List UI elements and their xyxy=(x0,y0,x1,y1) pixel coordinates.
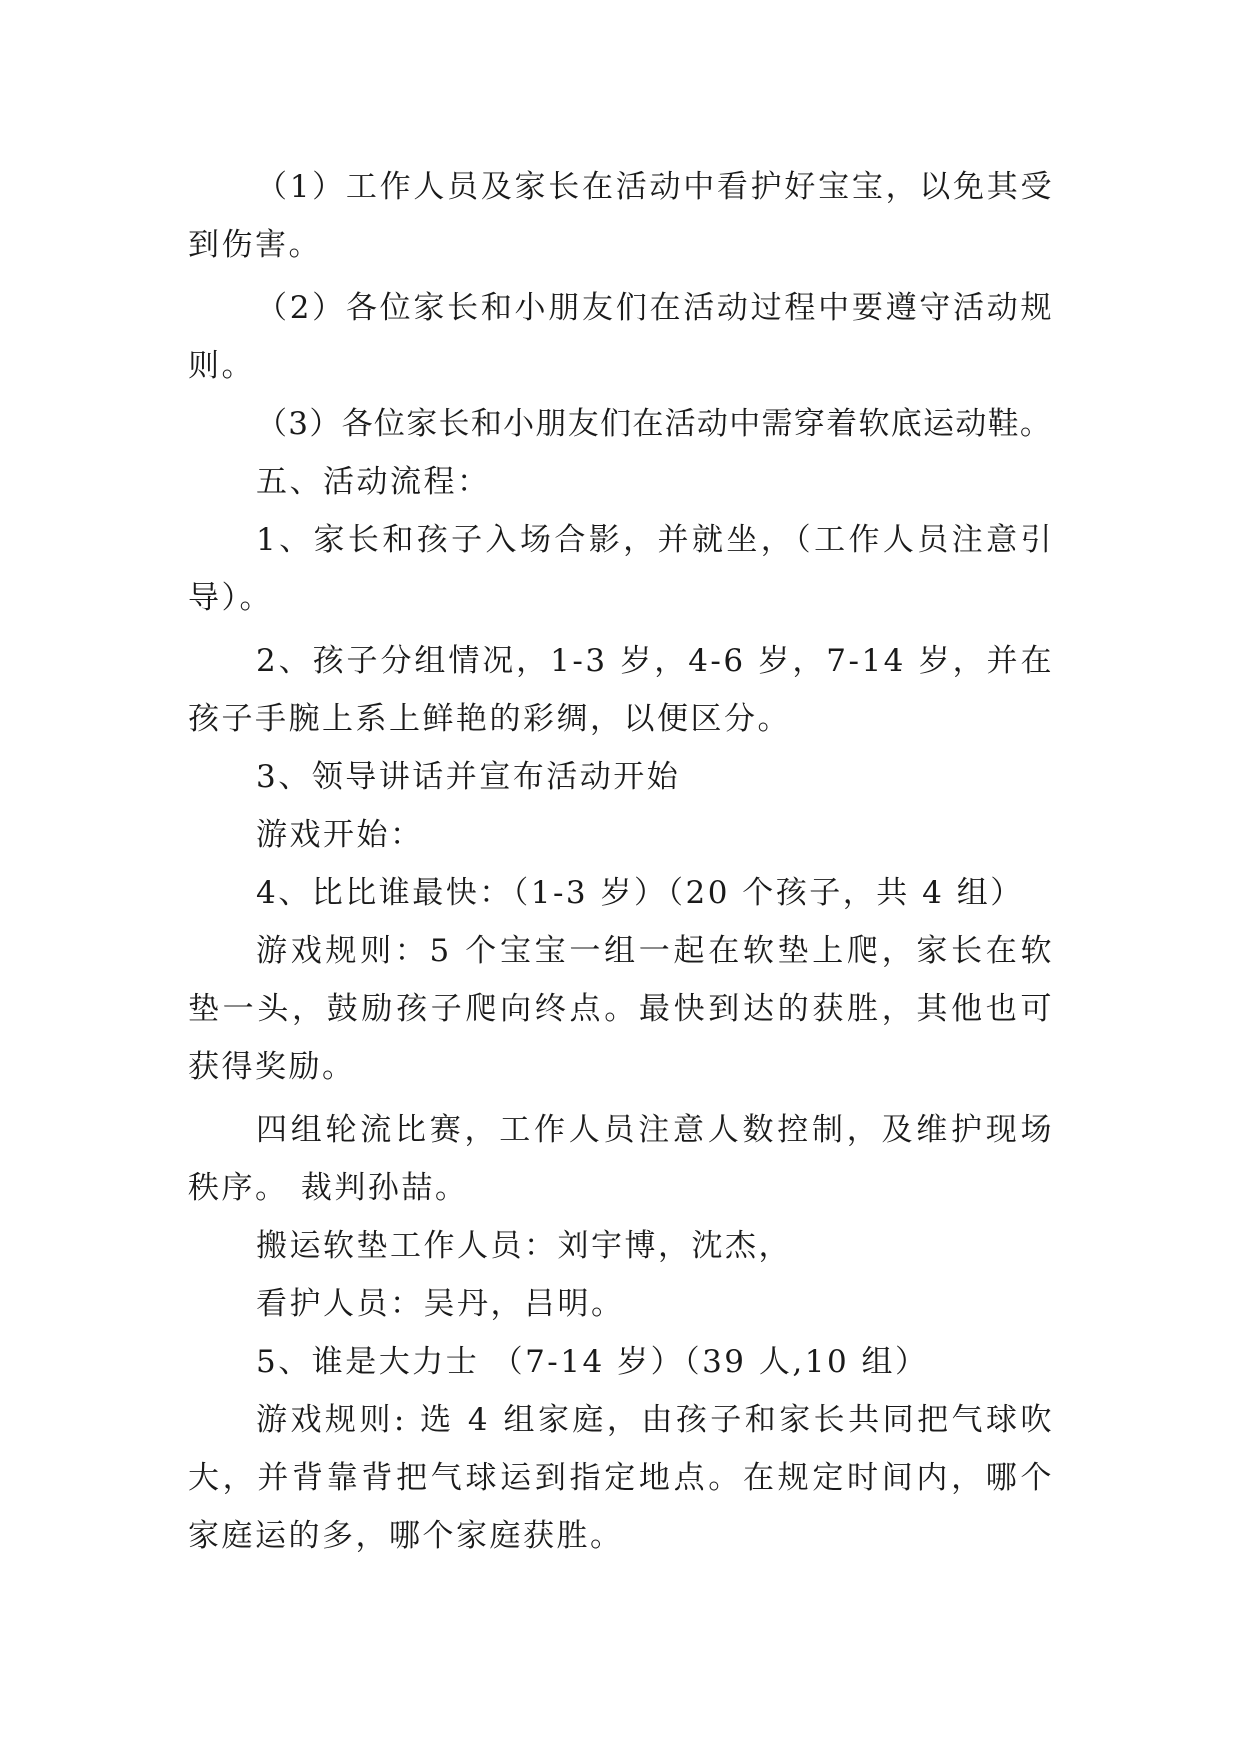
paragraph-game-4-rules: 游戏规则：5 个宝宝一组一起在软垫上爬，家长在软垫一头，鼓励孩子爬向终点。最快到达的获胜，其他也可获得奖励。 xyxy=(188,933,1054,1085)
paragraph-game-5-rules: 游戏规则: 选 4 组家庭，由孩子和家长共同把气球吹大，并背靠背把气球运到指定地点。在规定时间内，哪个家庭运的多，哪个家庭获胜。 xyxy=(188,1402,1054,1554)
section-heading-activity-process: 五、活动流程： xyxy=(256,464,491,500)
document-body xyxy=(188,158,1054,1565)
paragraph-safety-rule-1: （1）工作人员及家长在活动中看护好宝宝，以免其受到伤害。 xyxy=(188,169,1054,263)
paragraph-care-staff: 看护人员：吴丹，吕明。 xyxy=(256,1286,625,1322)
paragraph-game-start: 游戏开始： xyxy=(256,817,424,853)
paragraph-step-2: 2、孩子分组情况，1-3 岁，4-6 岁，7-14 岁，并在孩子手腕上系上鲜艳的彩绸，以便区分。 xyxy=(188,643,1054,737)
paragraph-step-1: 1、家长和孩子入场合影，并就坐，（工作人员注意引导）。 xyxy=(188,522,1054,616)
paragraph-step-3: 3、领导讲话并宣布活动开始 xyxy=(256,759,681,795)
paragraph-game-4-rotation: 四组轮流比赛，工作人员注意人数控制，及维护现场秩序。 裁判孙喆。 xyxy=(188,1112,1054,1206)
paragraph-game-5-title: 5、谁是大力士 （7-14 岁）（39 人,10 组） xyxy=(256,1344,929,1380)
paragraph-safety-rule-2: （2）各位家长和小朋友们在活动过程中要遵守活动规则。 xyxy=(188,290,1054,384)
paragraph-mat-staff: 搬运软垫工作人员：刘宇博，沈杰， xyxy=(256,1228,792,1264)
paragraph-game-4-title: 4、比比谁最快：（1-3 岁）（20 个孩子，共 4 组） xyxy=(256,875,1024,911)
paragraph-safety-rule-3: （3）各位家长和小朋友们在活动中需穿着软底运动鞋。 xyxy=(256,406,1053,442)
